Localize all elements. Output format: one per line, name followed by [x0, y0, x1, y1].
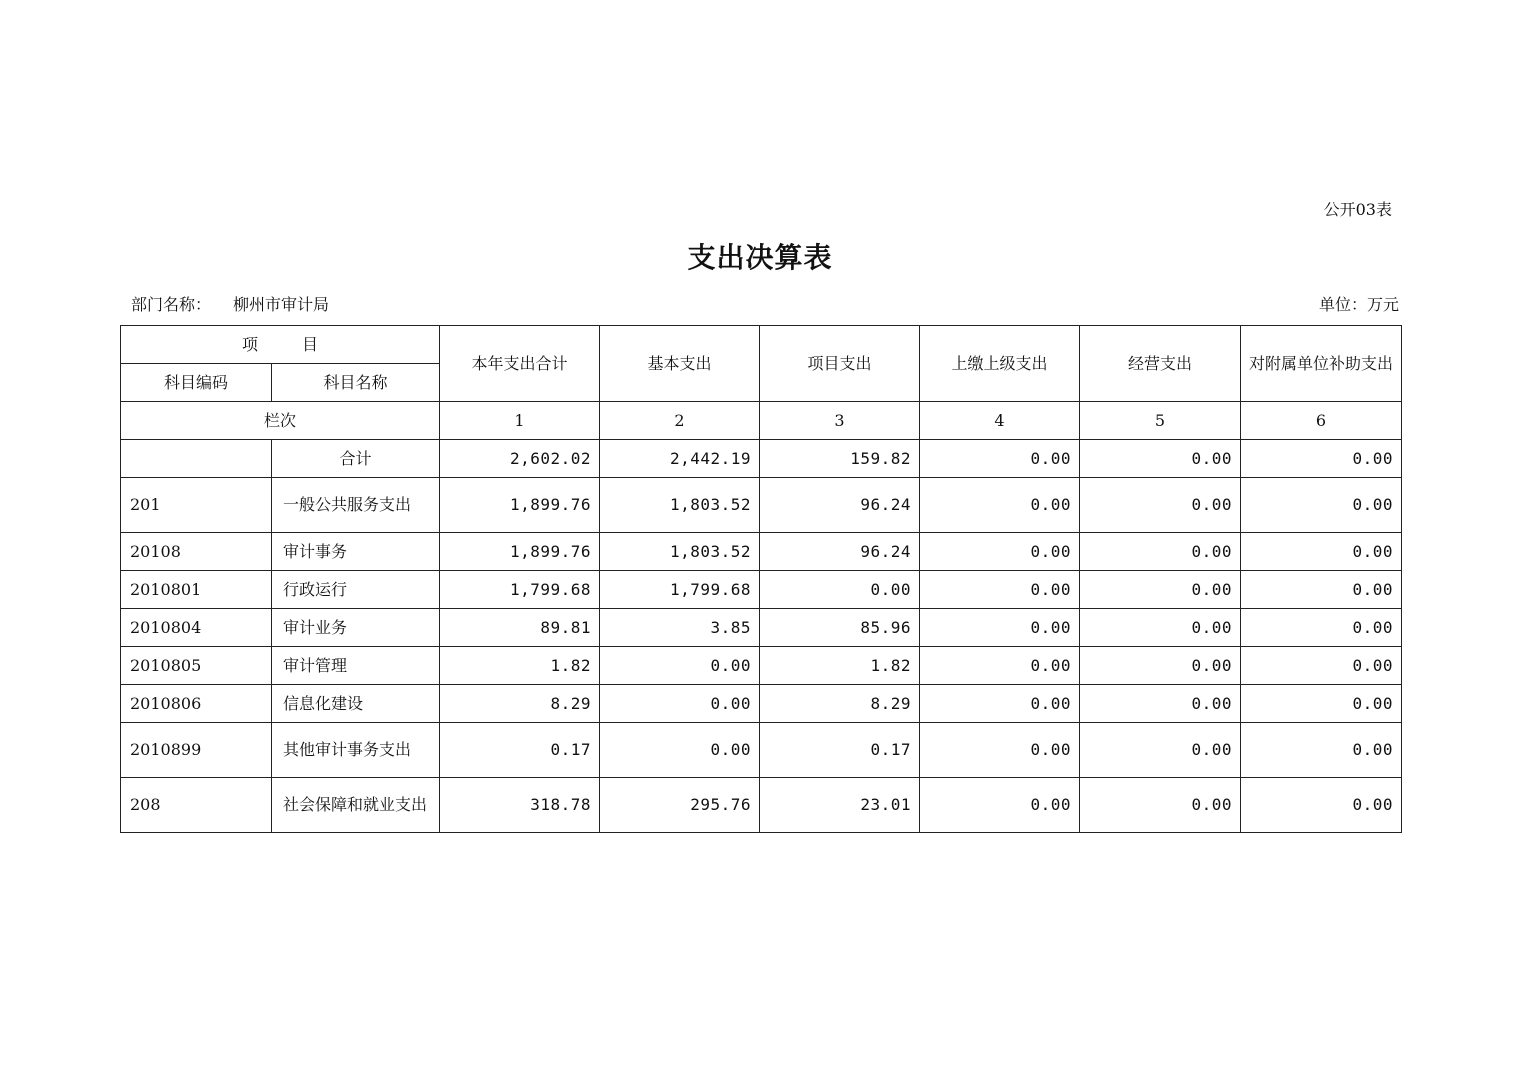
form-code: 公开03表 — [1323, 200, 1392, 219]
row-value: 0.00 — [920, 723, 1080, 778]
row-value: 1,799.68 — [600, 571, 760, 609]
code-header: 科目编码 — [121, 364, 272, 402]
row-value: 1,803.52 — [600, 533, 760, 571]
col-header-subsidy: 对附属单位补助支出 — [1241, 326, 1402, 402]
col-number: 4 — [920, 402, 1080, 440]
row-value: 1,803.52 — [600, 478, 760, 533]
row-value: 96.24 — [760, 533, 920, 571]
row-value: 0.00 — [600, 685, 760, 723]
total-value: 2,442.19 — [600, 440, 760, 478]
table-row — [121, 571, 1402, 609]
department-line — [131, 294, 329, 316]
col-header-total: 本年支出合计 — [440, 326, 600, 402]
row-value: 8.29 — [760, 685, 920, 723]
row-value: 0.00 — [920, 571, 1080, 609]
row-value: 0.00 — [920, 685, 1080, 723]
col-number: 5 — [1080, 402, 1241, 440]
row-value: 0.00 — [1080, 478, 1241, 533]
row-value: 1.82 — [440, 647, 600, 685]
department-value: 柳州市审计局 — [233, 295, 330, 314]
row-value: 1,899.76 — [440, 533, 600, 571]
row-code: 2010899 — [121, 723, 272, 778]
table-row — [121, 533, 1402, 571]
row-value: 295.76 — [600, 778, 760, 833]
row-code: 2010804 — [121, 609, 272, 647]
page-title: 支出决算表 — [687, 241, 833, 274]
row-value: 0.00 — [920, 478, 1080, 533]
total-value: 2,602.02 — [440, 440, 600, 478]
table-row — [121, 609, 1402, 647]
row-value: 0.00 — [1241, 647, 1402, 685]
row-value: 0.00 — [920, 609, 1080, 647]
row-code: 201 — [121, 478, 272, 533]
row-name: 一般公共服务支出 — [272, 478, 440, 533]
row-value: 96.24 — [760, 478, 920, 533]
row-value: 0.00 — [1080, 609, 1241, 647]
column-index-row — [121, 402, 1402, 440]
row-value: 8.29 — [440, 685, 600, 723]
table-row — [121, 685, 1402, 723]
row-value: 0.00 — [1241, 533, 1402, 571]
row-value: 0.00 — [1080, 723, 1241, 778]
row-value: 1,799.68 — [440, 571, 600, 609]
row-value: 0.00 — [1080, 685, 1241, 723]
table-row — [121, 478, 1402, 533]
name-header: 科目名称 — [272, 364, 440, 402]
row-name: 审计业务 — [272, 609, 440, 647]
row-value: 0.00 — [1241, 723, 1402, 778]
row-value: 0.00 — [760, 571, 920, 609]
row-value: 0.17 — [760, 723, 920, 778]
row-value: 0.00 — [920, 647, 1080, 685]
total-code-cell — [121, 440, 272, 478]
row-code: 20108 — [121, 533, 272, 571]
row-value: 0.00 — [1080, 647, 1241, 685]
item-header-b: 目 — [302, 334, 319, 354]
row-value: 3.85 — [600, 609, 760, 647]
row-name: 信息化建设 — [272, 685, 440, 723]
row-value: 0.00 — [920, 533, 1080, 571]
row-name: 审计事务 — [272, 533, 440, 571]
table-row — [121, 647, 1402, 685]
row-value: 318.78 — [440, 778, 600, 833]
row-value: 0.00 — [1080, 533, 1241, 571]
total-label: 合计 — [272, 440, 440, 478]
total-value: 159.82 — [760, 440, 920, 478]
col-header-basic: 基本支出 — [600, 326, 760, 402]
row-value: 0.00 — [1080, 571, 1241, 609]
col-number: 3 — [760, 402, 920, 440]
row-value: 0.00 — [1241, 685, 1402, 723]
col-header-operating: 经营支出 — [1080, 326, 1241, 402]
row-value: 0.00 — [600, 723, 760, 778]
row-value: 0.00 — [1241, 609, 1402, 647]
row-code: 208 — [121, 778, 272, 833]
row-value: 23.01 — [760, 778, 920, 833]
total-value: 0.00 — [920, 440, 1080, 478]
total-value: 0.00 — [1080, 440, 1241, 478]
row-value: 1.82 — [760, 647, 920, 685]
expenditure-table — [120, 325, 1402, 833]
col-number: 6 — [1241, 402, 1402, 440]
row-code: 2010801 — [121, 571, 272, 609]
table-row — [121, 723, 1402, 778]
row-value: 0.00 — [1241, 571, 1402, 609]
unit-label: 单位：万元 — [1318, 295, 1399, 314]
item-header-a: 项 — [241, 334, 258, 354]
table-row — [121, 778, 1402, 833]
row-value: 0.00 — [920, 778, 1080, 833]
col-number: 1 — [440, 402, 600, 440]
row-value: 0.00 — [600, 647, 760, 685]
row-name: 其他审计事务支出 — [272, 723, 440, 778]
department-label: 部门名称： — [131, 295, 212, 314]
row-value: 0.00 — [1241, 778, 1402, 833]
row-name: 行政运行 — [272, 571, 440, 609]
item-header — [121, 326, 440, 364]
row-name: 审计管理 — [272, 647, 440, 685]
row-value: 0.00 — [1241, 478, 1402, 533]
total-row — [121, 440, 1402, 478]
header-row-1 — [121, 326, 1402, 364]
row-value: 0.00 — [1080, 778, 1241, 833]
col-header-project: 项目支出 — [760, 326, 920, 402]
total-value: 0.00 — [1241, 440, 1402, 478]
col-number: 2 — [600, 402, 760, 440]
row-code: 2010806 — [121, 685, 272, 723]
row-index-label: 栏次 — [121, 402, 440, 440]
row-value: 85.96 — [760, 609, 920, 647]
row-value: 1,899.76 — [440, 478, 600, 533]
col-header-remit: 上缴上级支出 — [920, 326, 1080, 402]
row-name: 社会保障和就业支出 — [272, 778, 440, 833]
row-value: 89.81 — [440, 609, 600, 647]
row-code: 2010805 — [121, 647, 272, 685]
row-value: 0.17 — [440, 723, 600, 778]
